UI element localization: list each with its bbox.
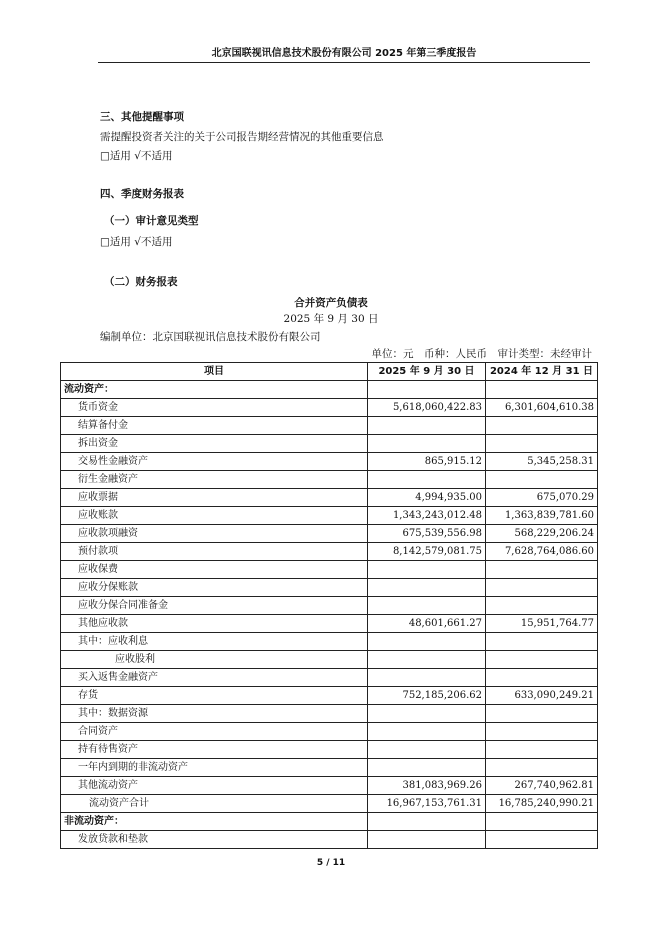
column-header-item: 项目 xyxy=(61,363,368,381)
row-item: 应收票据 xyxy=(61,489,368,507)
row-prior xyxy=(486,417,598,435)
row-item: 结算备付金 xyxy=(61,417,368,435)
row-prior: 15,951,764.77 xyxy=(486,615,598,633)
table-row xyxy=(61,759,598,777)
table-row xyxy=(61,597,598,615)
row-item: 交易性金融资产 xyxy=(61,453,368,471)
row-current xyxy=(368,435,486,453)
row-item: 存货 xyxy=(61,687,368,705)
table-row xyxy=(61,507,598,525)
row-prior: 633,090,249.21 xyxy=(486,687,598,705)
row-prior xyxy=(486,561,598,579)
row-prior xyxy=(486,597,598,615)
table-row xyxy=(61,525,598,543)
financial-statements-heading: （二）财务报表 xyxy=(104,276,178,288)
table-header-row xyxy=(61,363,598,381)
row-item: 货币资金 xyxy=(61,399,368,417)
row-current xyxy=(368,723,486,741)
table-row xyxy=(61,579,598,597)
row-item: 应收分保合同准备金 xyxy=(61,597,368,615)
row-prior: 16,785,240,990.21 xyxy=(486,795,598,813)
table-row xyxy=(61,795,598,813)
row-current xyxy=(368,705,486,723)
row-item: 预付款项 xyxy=(61,543,368,561)
header-divider xyxy=(98,62,590,63)
section3-heading: 三、其他提醒事项 xyxy=(100,111,184,123)
table-row xyxy=(61,813,598,831)
row-current: 16,967,153,761.31 xyxy=(368,795,486,813)
row-item: 持有待售资产 xyxy=(61,741,368,759)
table-row xyxy=(61,471,598,489)
row-current xyxy=(368,597,486,615)
table-row xyxy=(61,705,598,723)
row-current xyxy=(368,669,486,687)
report-header: 北京国联视讯信息技术股份有限公司 2025 年第三季度报告 xyxy=(211,48,477,59)
row-item: 流动资产： xyxy=(61,381,368,399)
row-current xyxy=(368,579,486,597)
row-item: 应收分保账款 xyxy=(61,579,368,597)
table-row xyxy=(61,561,598,579)
row-prior: 568,229,206.24 xyxy=(486,525,598,543)
column-header-prior: 2024 年 12 月 31 日 xyxy=(486,363,598,381)
audit-opinion-heading: （一）审计意见类型 xyxy=(104,215,199,227)
table-row xyxy=(61,777,598,795)
table-row xyxy=(61,399,598,417)
row-prior xyxy=(486,831,598,849)
row-prior: 1,363,839,781.60 xyxy=(486,507,598,525)
row-item: 买入返售金融资产 xyxy=(61,669,368,687)
row-current: 381,083,969.26 xyxy=(368,777,486,795)
row-current xyxy=(368,813,486,831)
row-prior xyxy=(486,813,598,831)
row-item: 拆出资金 xyxy=(61,435,368,453)
row-item: 应收保费 xyxy=(61,561,368,579)
row-current xyxy=(368,381,486,399)
row-item: 应收股利 xyxy=(61,651,368,669)
table-row xyxy=(61,453,598,471)
row-current xyxy=(368,633,486,651)
row-current: 4,994,935.00 xyxy=(368,489,486,507)
row-prior xyxy=(486,741,598,759)
row-item: 应收款项融资 xyxy=(61,525,368,543)
row-current xyxy=(368,831,486,849)
row-prior xyxy=(486,633,598,651)
row-current: 1,343,243,012.48 xyxy=(368,507,486,525)
row-item: 其中：应收利息 xyxy=(61,633,368,651)
table-row xyxy=(61,615,598,633)
column-header-current: 2025 年 9 月 30 日 xyxy=(368,363,486,381)
row-prior: 267,740,962.81 xyxy=(486,777,598,795)
row-prior xyxy=(486,435,598,453)
row-prior xyxy=(486,579,598,597)
row-current: 8,142,579,081.75 xyxy=(368,543,486,561)
row-current xyxy=(368,417,486,435)
section3-options: □适用 √不适用 xyxy=(100,150,173,162)
table-row xyxy=(61,381,598,399)
row-current: 5,618,060,422.83 xyxy=(368,399,486,417)
row-prior xyxy=(486,471,598,489)
section3-text: 需提醒投资者关注的关于公司报告期经营情况的其他重要信息 xyxy=(100,131,384,143)
table-row xyxy=(61,543,598,561)
statement-date: 2025 年 9 月 30 日 xyxy=(283,313,379,325)
row-prior: 5,345,258.31 xyxy=(486,453,598,471)
table-row xyxy=(61,831,598,849)
table-row xyxy=(61,687,598,705)
table-row xyxy=(61,669,598,687)
row-prior: 6,301,604,610.38 xyxy=(486,399,598,417)
row-prior: 7,628,764,086.60 xyxy=(486,543,598,561)
table-row xyxy=(61,633,598,651)
balance-sheet-table xyxy=(60,362,598,849)
row-prior xyxy=(486,759,598,777)
row-item: 流动资产合计 xyxy=(61,795,368,813)
row-prior xyxy=(486,651,598,669)
table-row xyxy=(61,741,598,759)
row-item: 发放贷款和垫款 xyxy=(61,831,368,849)
row-current xyxy=(368,651,486,669)
audit-opinion-options: □适用 √不适用 xyxy=(100,236,173,248)
table-row xyxy=(61,651,598,669)
statement-title: 合并资产负债表 xyxy=(294,297,368,309)
row-item: 应收账款 xyxy=(61,507,368,525)
row-prior xyxy=(486,723,598,741)
table-row xyxy=(61,435,598,453)
row-item: 其中：数据资源 xyxy=(61,705,368,723)
row-current xyxy=(368,741,486,759)
row-item: 非流动资产： xyxy=(61,813,368,831)
row-item: 一年内到期的非流动资产 xyxy=(61,759,368,777)
row-item: 合同资产 xyxy=(61,723,368,741)
compiler-line: 编制单位：北京国联视讯信息技术股份有限公司 xyxy=(100,331,321,343)
row-prior: 675,070.29 xyxy=(486,489,598,507)
row-current xyxy=(368,759,486,777)
page-number: 5 / 11 xyxy=(316,858,346,868)
row-item: 衍生金融资产 xyxy=(61,471,368,489)
row-current: 48,601,661.27 xyxy=(368,615,486,633)
row-prior xyxy=(486,705,598,723)
row-item: 其他应收款 xyxy=(61,615,368,633)
table-row xyxy=(61,723,598,741)
section4-heading: 四、季度财务报表 xyxy=(100,188,184,200)
row-current: 865,915.12 xyxy=(368,453,486,471)
row-current: 752,185,206.62 xyxy=(368,687,486,705)
table-row xyxy=(61,417,598,435)
row-prior xyxy=(486,381,598,399)
row-current xyxy=(368,561,486,579)
row-prior xyxy=(486,669,598,687)
row-current: 675,539,556.98 xyxy=(368,525,486,543)
unit-line: 单位：元 币种：人民币 审计类型：未经审计 xyxy=(371,348,592,360)
row-item: 其他流动资产 xyxy=(61,777,368,795)
row-current xyxy=(368,471,486,489)
table-row xyxy=(61,489,598,507)
